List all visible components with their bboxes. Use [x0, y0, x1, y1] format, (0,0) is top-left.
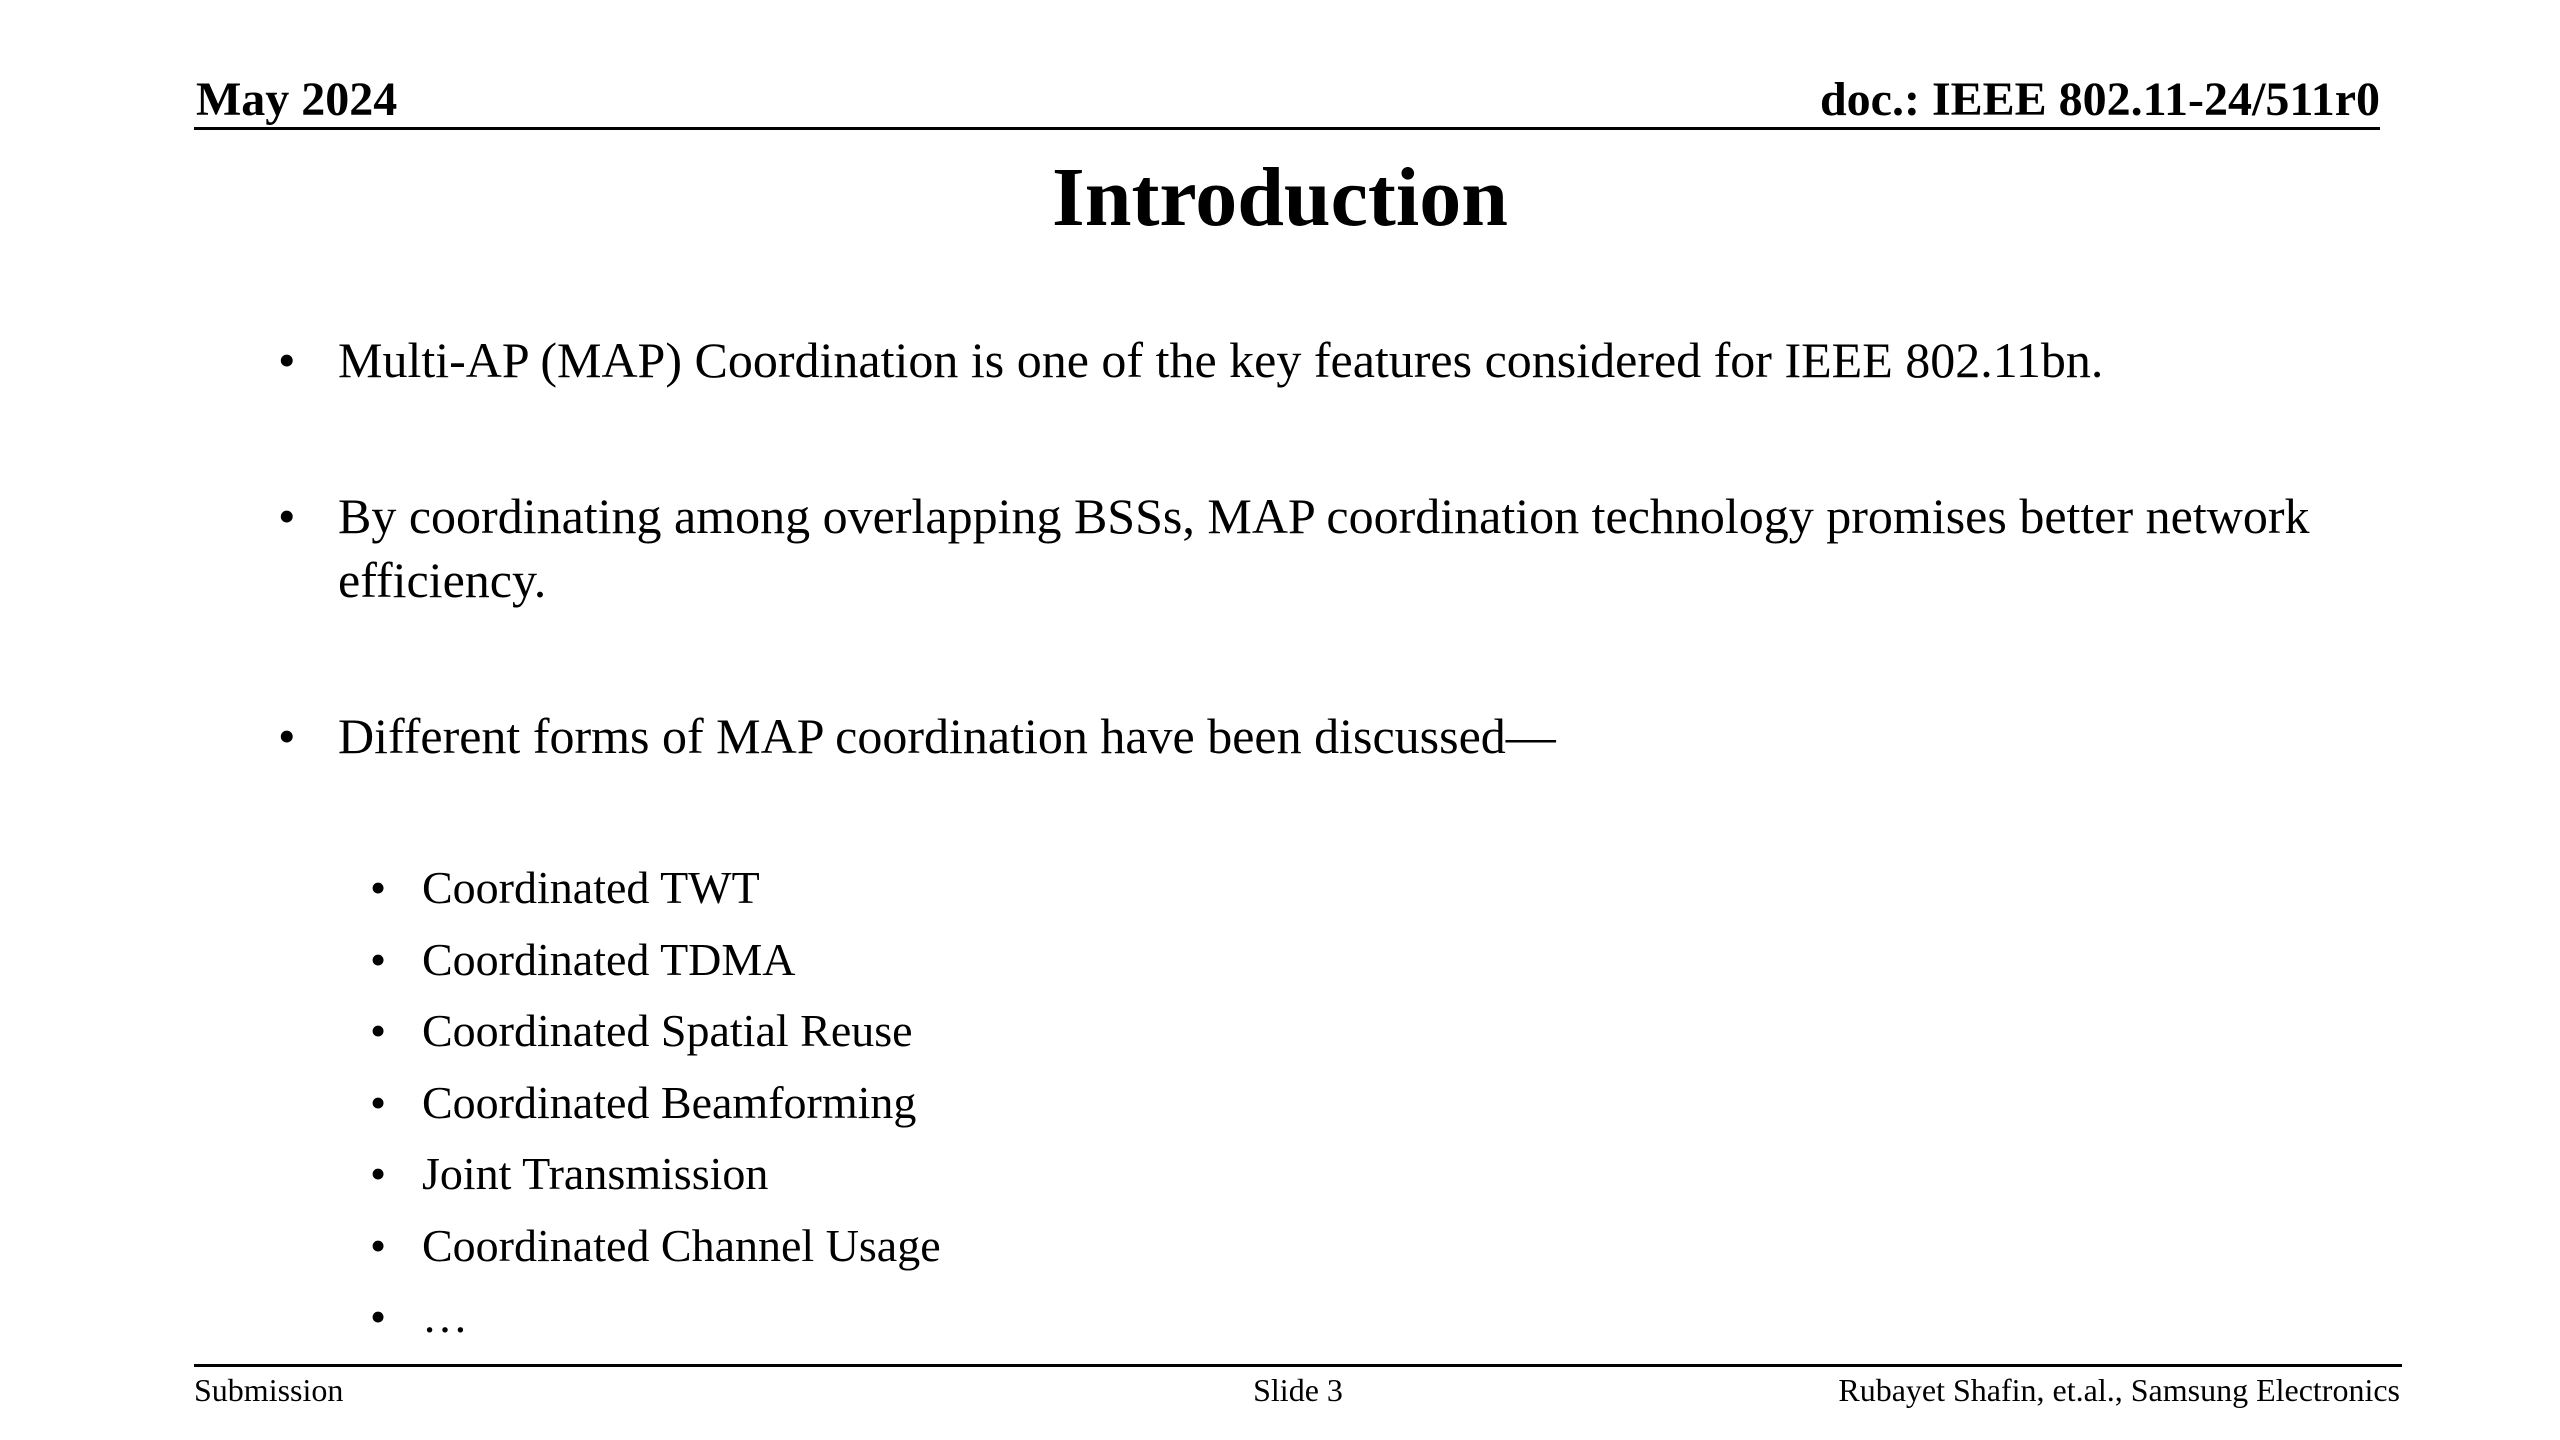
sub-bullet-text: Coordinated TDMA — [422, 934, 796, 985]
sub-bullet-item — [370, 1287, 1570, 1347]
footer-submission: Submission — [194, 1372, 344, 1408]
sub-bullet-item — [370, 1144, 1570, 1204]
header-doc-number: doc.: IEEE 802.11-24/511r0 — [1819, 73, 2380, 126]
bullet-dot-icon: • — [370, 934, 387, 985]
bullet-dot-icon: • — [370, 1291, 387, 1342]
bullet-dot-icon: • — [370, 1148, 387, 1199]
bullet-dot-icon: • — [278, 488, 296, 544]
sub-bullet-item — [370, 930, 1570, 990]
bullet-dot-icon: • — [370, 862, 387, 913]
sub-bullet-item — [370, 1216, 1570, 1276]
bullet-item — [278, 484, 2478, 624]
bullet-text: Multi-AP (MAP) Coordination is one of the key features considered for IEEE 802.11bn. — [338, 332, 2104, 388]
bullet-item — [278, 704, 2478, 774]
sub-bullet-item — [370, 1001, 1570, 1061]
sub-bullet-text: … — [422, 1291, 468, 1342]
slide-title: Introduction — [1052, 151, 1508, 244]
sub-bullet-text: Coordinated TWT — [422, 862, 760, 913]
sub-bullet-text: Coordinated Spatial Reuse — [422, 1005, 913, 1056]
footer-slide-number: Slide 3 — [1253, 1372, 1343, 1408]
sub-bullet-text: Coordinated Beamforming — [422, 1077, 917, 1128]
bullet-dot-icon: • — [370, 1005, 387, 1056]
sub-bullet-item — [370, 858, 1570, 918]
bullet-text: Different forms of MAP coordination have been discussed— — [338, 708, 1556, 764]
bullet-item — [278, 328, 2478, 398]
header-date: May 2024 — [196, 73, 398, 126]
sub-bullet-text: Joint Transmission — [422, 1148, 769, 1199]
footer-author: Rubayet Shafin, et.al., Samsung Electronics — [1838, 1372, 2400, 1408]
bullet-text: By coordinating among overlapping BSSs, MAP coordination technology promises better network efficiency. — [338, 488, 2310, 608]
footer-divider — [194, 1364, 2402, 1367]
bullet-dot-icon: • — [370, 1077, 387, 1128]
bullet-dot-icon: • — [278, 708, 296, 764]
header-divider — [194, 127, 2380, 130]
bullet-dot-icon: • — [370, 1220, 387, 1271]
sub-bullet-text: Coordinated Channel Usage — [422, 1220, 941, 1271]
sub-bullet-item — [370, 1073, 1570, 1133]
bullet-dot-icon: • — [278, 332, 296, 388]
